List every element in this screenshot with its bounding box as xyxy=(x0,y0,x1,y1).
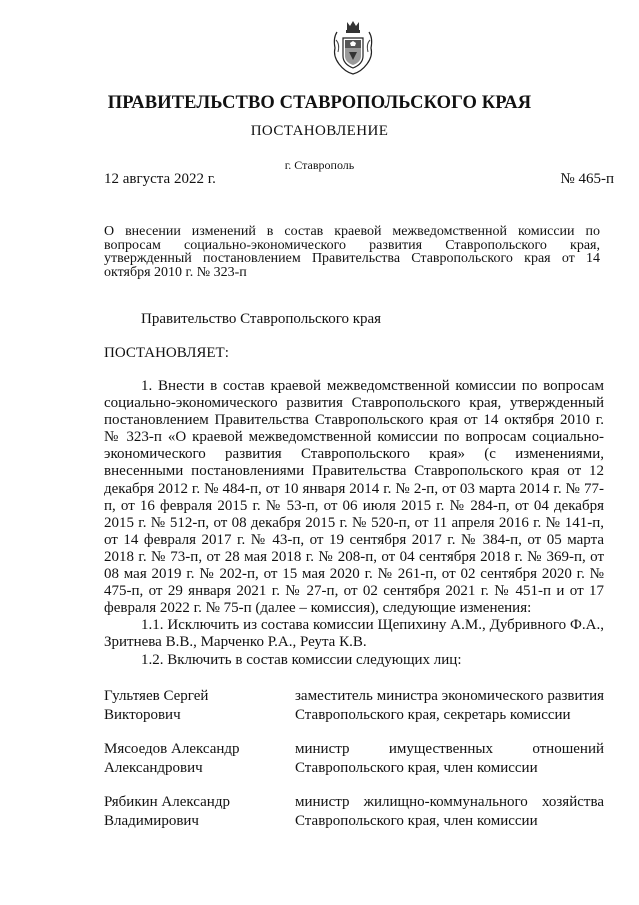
document-number: № 465-п xyxy=(560,171,614,187)
member-name xyxy=(104,740,284,778)
member-role: заместитель министра экономического развития Ставропольского края, секретарь комиссии xyxy=(295,688,604,723)
document-type: ПОСТАНОВЛЕНИЕ xyxy=(250,123,389,139)
member-name xyxy=(104,793,284,831)
member-name-line1: Рябикин Александр xyxy=(104,794,230,810)
member-name-line1: Гультяев Сергей xyxy=(104,688,209,704)
city: г. Ставрополь xyxy=(284,158,355,172)
document-body xyxy=(104,378,604,669)
member-name-line2: Владимирович xyxy=(104,813,199,829)
member-name-line2: Викторович xyxy=(104,707,181,723)
member-name-line2: Александрович xyxy=(104,760,203,776)
preamble: Правительство Ставропольского края xyxy=(141,311,382,327)
paragraph-1-1: 1.1. Исключить из состава комиссии Щепихину А.М., Дубривного Ф.А., Зритнева В.В., Марченко Р.А., Реута К.В. xyxy=(104,617,604,651)
paragraph-1-2: 1.2. Включить в состав комиссии следующих лиц: xyxy=(141,651,462,668)
coat-of-arms-icon xyxy=(331,18,375,76)
paragraph-1: 1. Внести в состав краевой межведомственной комиссии по вопросам социально-экономического развития Ставропольского края, утвержденный постановлением Правительства Ставропольского края от 14 октября 2010 г. № 323-п «О краевой межведомственной комиссии по вопросам социально-экономического развития Ставропольского края» (с изменениями, внесенными постановлениями Правительства Ставропольского края от 12 декабря 2012 г. № 484-п, от 10 января 2014 г. № 2-п, от 03 марта 2014 г. № 77-п, от 16 февраля 2015 г. № 53-п, от 06 июля 2015 г. № 284-п, от 04 декабря 2015 г. № 512-п, от 08 декабря 2015 г. № 520-п, от 11 апреля 2016 г. № 141-п, от 14 февраля 2017 г. № 43-п, от 19 сентября 2017 г. № 384-п, от 05 марта 2018 г. № 73-п, от 28 мая 2018 г. № 208-п, от 04 сентября 2018 г. № 369-п, от 08 мая 2019 г. № 202-п, от 15 мая 2020 г. № 261-п, от 02 сентября 2020 г. № 475-п, от 29 января 2021 г. № 27-п, от 02 сентября 2021 г. № 451-п и от 17 февраля 2022 г. № 75-п (далее – комиссия), следующие изменения: xyxy=(104,378,604,617)
member-name xyxy=(104,687,284,725)
member-name-line1: Мясоедов Александр xyxy=(104,741,240,757)
member-role: министр жилищно-коммунального хозяйства Ставропольского края, член комиссии xyxy=(295,794,604,829)
resolves-heading: ПОСТАНОВЛЯЕТ: xyxy=(104,345,229,361)
document-subject: О внесении изменений в состав краевой межведомственной комиссии по вопросам социально-экономического развития Ставропольского края, утвержденный постановлением Правительства Ставропольского края от 14 октября 2010 г. № 323-п xyxy=(104,224,600,280)
document-date: 12 августа 2022 г. xyxy=(104,171,216,187)
government-title: ПРАВИТЕЛЬСТВО СТАВРОПОЛЬСКОГО КРАЯ xyxy=(107,93,532,113)
member-role: министр имущественных отношений Ставропольского края, член комиссии xyxy=(295,741,604,776)
